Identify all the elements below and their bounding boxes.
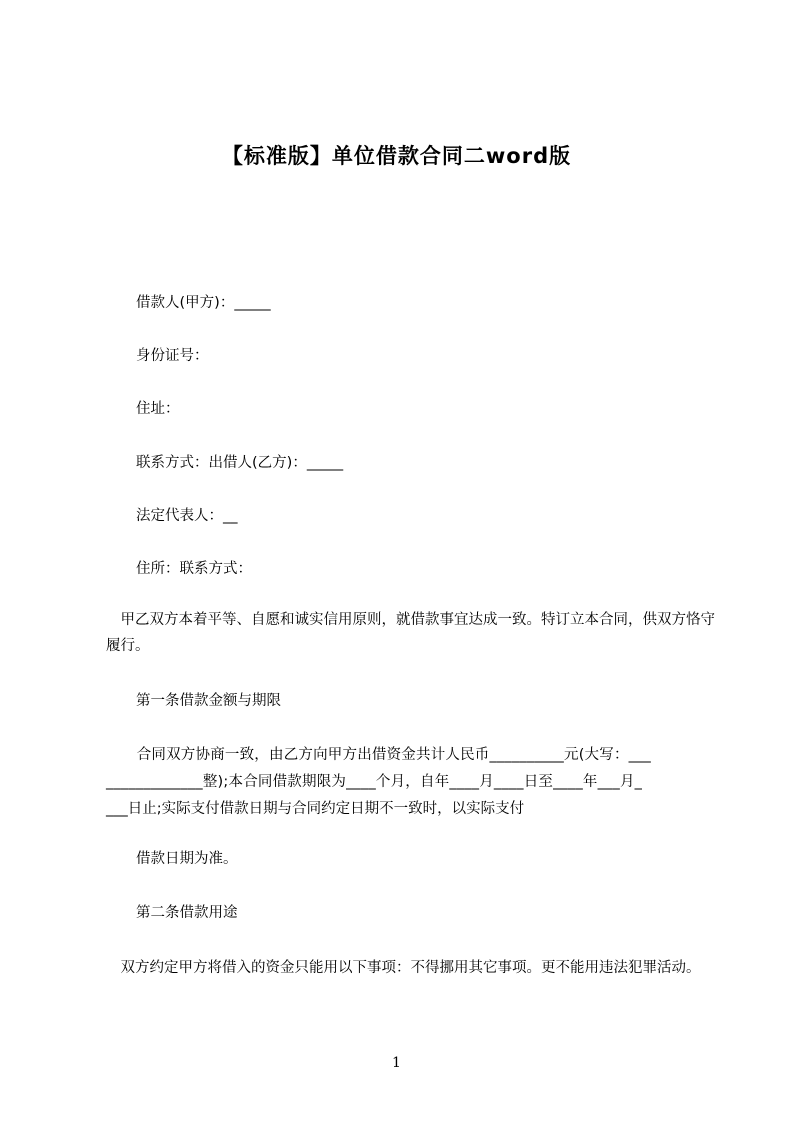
article-2-paragraph: 双方约定甲方将借入的资金只能用以下事项：不得挪用其它事项。更不能用违法犯罪活动。 [106,960,701,976]
page-number: 1 [392,1055,401,1071]
article-1-line-4: 借款日期为准。 [136,851,238,867]
intro-paragraph: 甲乙双方本着平等、自愿和诚实信用原则，就借款事宜达成一致。特订立本合同，供双方恪守履行。 [106,612,715,654]
article-1-line-3: ___日止;实际支付借款日期与合同约定日期不一致时，以实际支付 [106,801,525,817]
id-number-field: 身份证号： [136,348,209,364]
document-title: 【标准版】单位借款合同二word版 [221,144,572,168]
address-field: 住址： [136,401,180,417]
article-2-heading: 第二条借款用途 [136,905,238,921]
legal-representative-field: 法定代表人：__ [136,508,238,524]
contact-lender-field: 联系方式：出借人(乙方)：_____ [136,455,344,471]
article-1-line-1: 合同双方协商一致，由乙方向甲方出借资金共计人民币__________元(大写：___ [122,747,652,763]
article-1-line-2: _____________整);本合同借款期限为____个月，自年____月____日至____年___月_ [106,774,643,790]
borrower-field: 借款人(甲方)：_____ [136,295,271,311]
article-1-heading: 第一条借款金额与期限 [136,693,281,709]
residence-contact-field: 住所：联系方式： [136,561,252,577]
